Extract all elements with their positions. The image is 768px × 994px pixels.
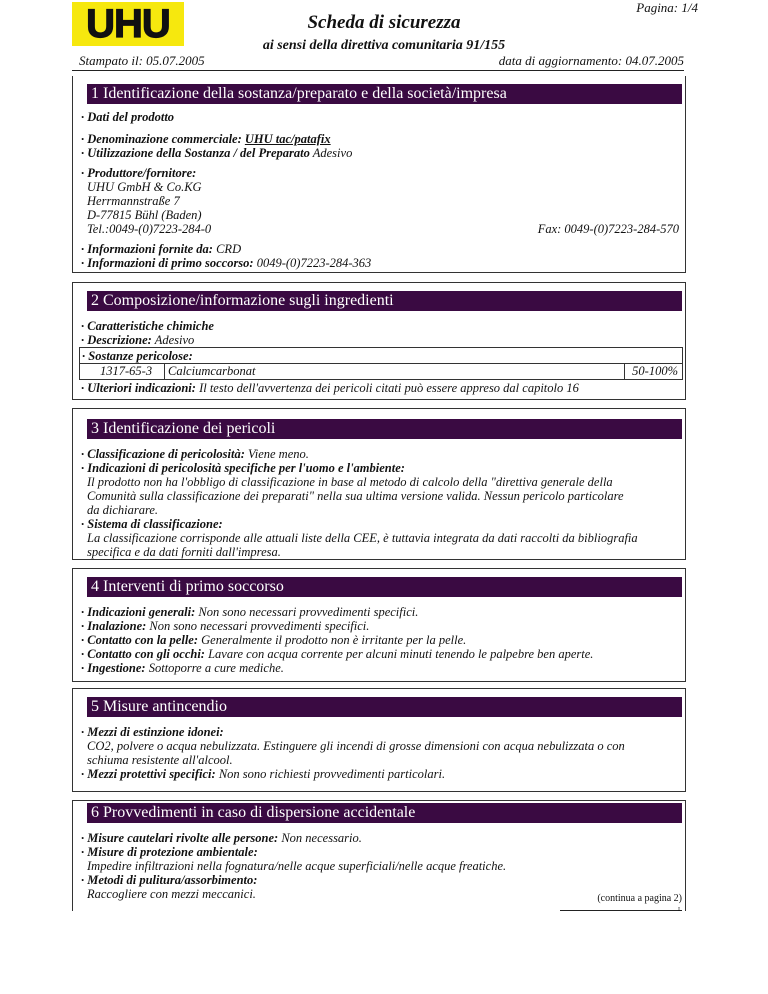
cas-number: 1317-65-3 — [100, 364, 153, 378]
primo-soccorso-item: · Inalazione: Non sono necessari provvedimenti specifici. — [81, 619, 370, 633]
indicazioni-text: Il prodotto non ha l'obbligo di classificazione in base al metodo di calcolo della "direttiva generale della — [87, 475, 613, 489]
product-name: UHU tac/patafix — [244, 132, 331, 146]
mezzi-protettivi-line: · Mezzi protettivi specifici: Non sono richiesti provvedimenti particolari. — [81, 767, 446, 781]
section-5-title: 5 Misure antincendio — [87, 697, 682, 717]
ambientale-text: Impedire infiltrazioni nella fognatura/nelle acque superficiali/nelle acque freatiche. — [87, 859, 507, 873]
ambientale-label: · Misure di protezione ambientale: — [81, 845, 258, 859]
mezzi-estinzione-label: · Mezzi di estinzione idonei: — [81, 725, 224, 739]
primo-soccorso-line: · Informazioni di primo soccorso: 0049-(0)7223-284-363 — [81, 256, 372, 270]
primo-soccorso-item: · Indicazioni generali: Non sono necessari provvedimenti specifici. — [81, 605, 419, 619]
section-5 — [72, 688, 686, 792]
section-3-title: 3 Identificazione dei pericoli — [87, 419, 682, 439]
section-3 — [72, 408, 686, 560]
section-2-title: 2 Composizione/informazione sugli ingredienti — [87, 291, 682, 311]
section-1-title: 1 Identificazione della sostanza/preparato e della società/impresa — [87, 84, 682, 104]
logo-text: UHU — [86, 2, 170, 46]
cautelari-line: · Misure cautelari rivolte alle persone: Non necessario. — [81, 831, 362, 845]
section-6 — [72, 800, 686, 911]
primo-soccorso-item: · Contatto con la pelle: Generalmente il prodotto non è irritante per la pelle. — [81, 633, 467, 647]
table-col-divider — [164, 363, 165, 379]
indicazioni-label: · Indicazioni di pericolosità specifiche per l'uomo e l'ambiente: — [81, 461, 405, 475]
continua-label: (continua a pagina 2) — [597, 893, 682, 904]
mezzi-estinzione-text: schiuma resistente all'alcool. — [87, 753, 233, 767]
info-line: · Informazioni fornite da: CRD — [81, 242, 242, 256]
footer-page-mark: I — [678, 907, 680, 913]
pulitura-text: Raccogliere con mezzi meccanici. — [87, 887, 256, 901]
descrizione-line: · Descrizione: Adesivo — [81, 333, 195, 347]
header-rule — [72, 70, 684, 71]
address-line: D-77815 Bühl (Baden) — [87, 208, 202, 222]
mezzi-estinzione-text: CO2, polvere o acqua nebulizzata. Estinguere gli incendi di grosse dimensioni con acqua nebulizzata o con — [87, 739, 625, 753]
substance-name: Calciumcarbonat — [168, 364, 256, 378]
address-line: Herrmannstraße 7 — [87, 194, 180, 208]
page-number: Pagina: 1/4 — [636, 0, 698, 15]
sistema-text: La classificazione corrisponde alle attuali liste della CEE, è tuttavia integrata da dati raccolti da bibliografia — [87, 531, 638, 545]
primo-soccorso-item: · Contatto con gli occhi: Lavare con acqua corrente per alcuni minuti tenendo le palpebre ben aperte. — [81, 647, 594, 661]
sistema-text: specifica e da dati forniti dall'impresa. — [87, 545, 281, 559]
utilizzazione-line: · Utilizzazione della Sostanza / del Preparato Adesivo — [81, 146, 353, 160]
address-line: UHU GmbH & Co.KG — [87, 180, 202, 194]
printed-date: Stampato il: 05.07.2005 — [79, 53, 205, 68]
denominazione-line: · Denominazione commerciale: UHU tac/patafix — [81, 132, 331, 146]
primo-soccorso-item: · Ingestione: Sottoporre a cure mediche. — [81, 661, 284, 675]
dati-prodotto-label: · Dati del prodotto — [81, 110, 175, 124]
classificazione-line: · Classificazione di pericolosità: Viene meno. — [81, 447, 309, 461]
table-col-divider — [624, 363, 625, 379]
caratteristiche-label: · Caratteristiche chimiche — [81, 319, 214, 333]
produttore-label: · Produttore/fornitore: — [81, 166, 197, 180]
indicazioni-text: da dichiarare. — [87, 503, 159, 517]
footer-rule — [560, 910, 682, 911]
section-6-title: 6 Provvedimenti in caso di dispersione accidentale — [87, 803, 682, 823]
section-4 — [72, 568, 686, 682]
sistema-label: · Sistema di classificazione: — [81, 517, 223, 531]
section-4-title: 4 Interventi di primo soccorso — [87, 577, 682, 597]
sostanze-label: · Sostanze pericolose: — [82, 349, 193, 363]
hazard-table — [79, 347, 683, 380]
section-2 — [72, 282, 686, 400]
pulitura-label: · Metodi di pulitura/assorbimento: — [81, 873, 258, 887]
fax-number: Fax: 0049-(0)7223-284-570 — [537, 222, 679, 236]
substance-percent: 50-100% — [632, 364, 678, 378]
document-subtitle: ai sensi della direttiva comunitaria 91/155 — [262, 38, 506, 53]
updated-date: data di aggiornamento: 04.07.2005 — [498, 53, 684, 68]
indicazioni-text: Comunità sulla classificazione dei preparati" nella sua ultima versione valida. Nessun pericolo particolare — [87, 489, 624, 503]
document-title: Scheda di sicurezza — [307, 12, 461, 33]
address-line: Tel.:0049-(0)7223-284-0 — [87, 222, 212, 236]
section-1 — [72, 76, 686, 273]
ulteriori-line: · Ulteriori indicazioni: Il testo dell'avvertenza dei pericoli citati può essere appreso dal capitolo 16 — [81, 381, 579, 395]
